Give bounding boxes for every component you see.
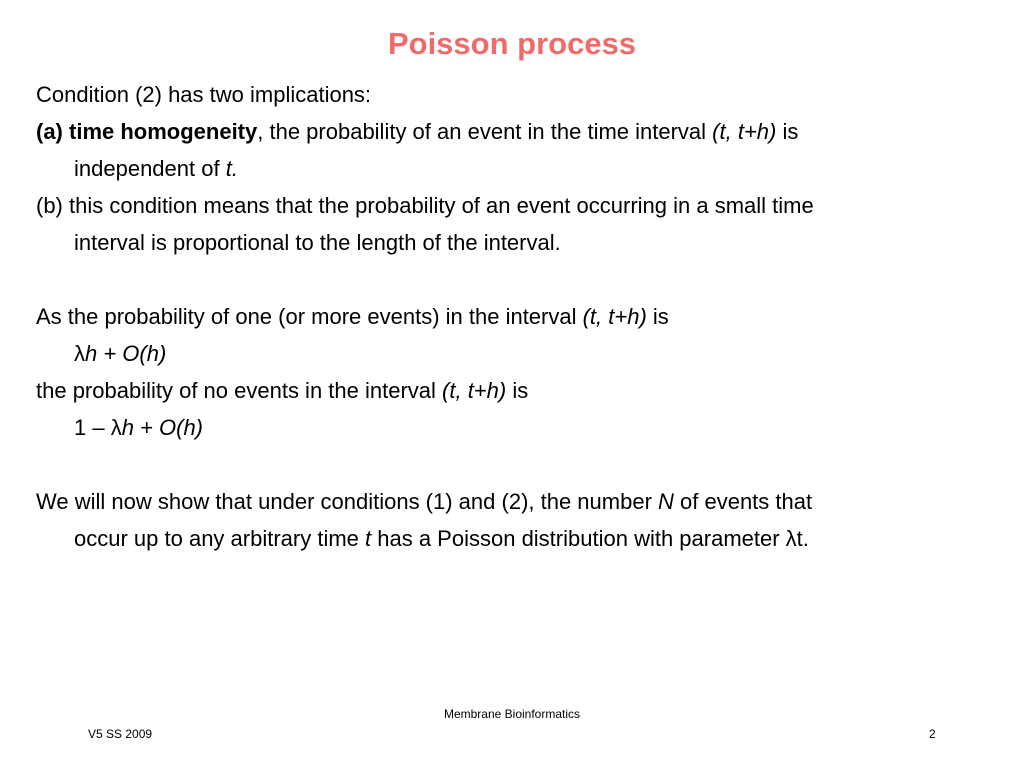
text-line-11 (36, 520, 976, 557)
text-line-5 (36, 224, 976, 261)
text: independent of (74, 156, 226, 181)
text: the probability of no events in the interval (36, 378, 443, 403)
text: is (776, 119, 799, 144)
text: As the probability of one (or more events) in the interval (36, 304, 583, 329)
variable-t: t. (225, 156, 238, 181)
text: is (646, 304, 669, 329)
text-line-3 (36, 150, 976, 187)
text: of events that (673, 489, 813, 514)
text-line-2 (36, 113, 976, 150)
text-line-4 (36, 187, 976, 224)
text: has a Poisson distribution with parameter λt. (371, 526, 809, 551)
text-line-10 (36, 483, 976, 520)
formula-expression: h + O(h) (121, 415, 204, 440)
interval-expression: (t, t+h) (442, 378, 507, 403)
text: (b) this condition means that the probability of an event occurring in a small time (36, 193, 814, 218)
spacer (36, 446, 976, 483)
text-line-1 (36, 76, 976, 113)
footer-course: Membrane Bioinformatics (443, 707, 581, 721)
text: occur up to any arbitrary time (74, 526, 366, 551)
term-time-homogeneity: (a) time homogeneity (36, 119, 258, 144)
footer-semester: V5 SS 2009 (88, 727, 153, 741)
formula-line-2 (36, 409, 976, 446)
text-line-8 (36, 372, 976, 409)
variable-N: N (658, 489, 674, 514)
footer-page-number: 2 (929, 727, 936, 741)
formula-expression: h + O(h) (85, 341, 167, 366)
slide-body (36, 76, 976, 557)
text: interval is proportional to the length of the interval. (74, 230, 561, 255)
text: We will now show that under conditions (1) and (2), the number (36, 489, 659, 514)
text: , the probability of an event in the time interval (257, 119, 713, 144)
interval-expression: (t, t+h) (582, 304, 647, 329)
spacer (36, 261, 976, 298)
formula-line-1 (36, 335, 976, 372)
variable-t: t (365, 526, 372, 551)
text: is (506, 378, 529, 403)
slide-title: Poisson process (387, 26, 637, 61)
lambda-symbol: λ (74, 341, 85, 366)
text-line-6 (36, 298, 976, 335)
interval-expression: (t, t+h) (712, 119, 777, 144)
formula-prefix: 1 – λ (74, 415, 122, 440)
text: Condition (2) has two implications: (36, 82, 372, 107)
